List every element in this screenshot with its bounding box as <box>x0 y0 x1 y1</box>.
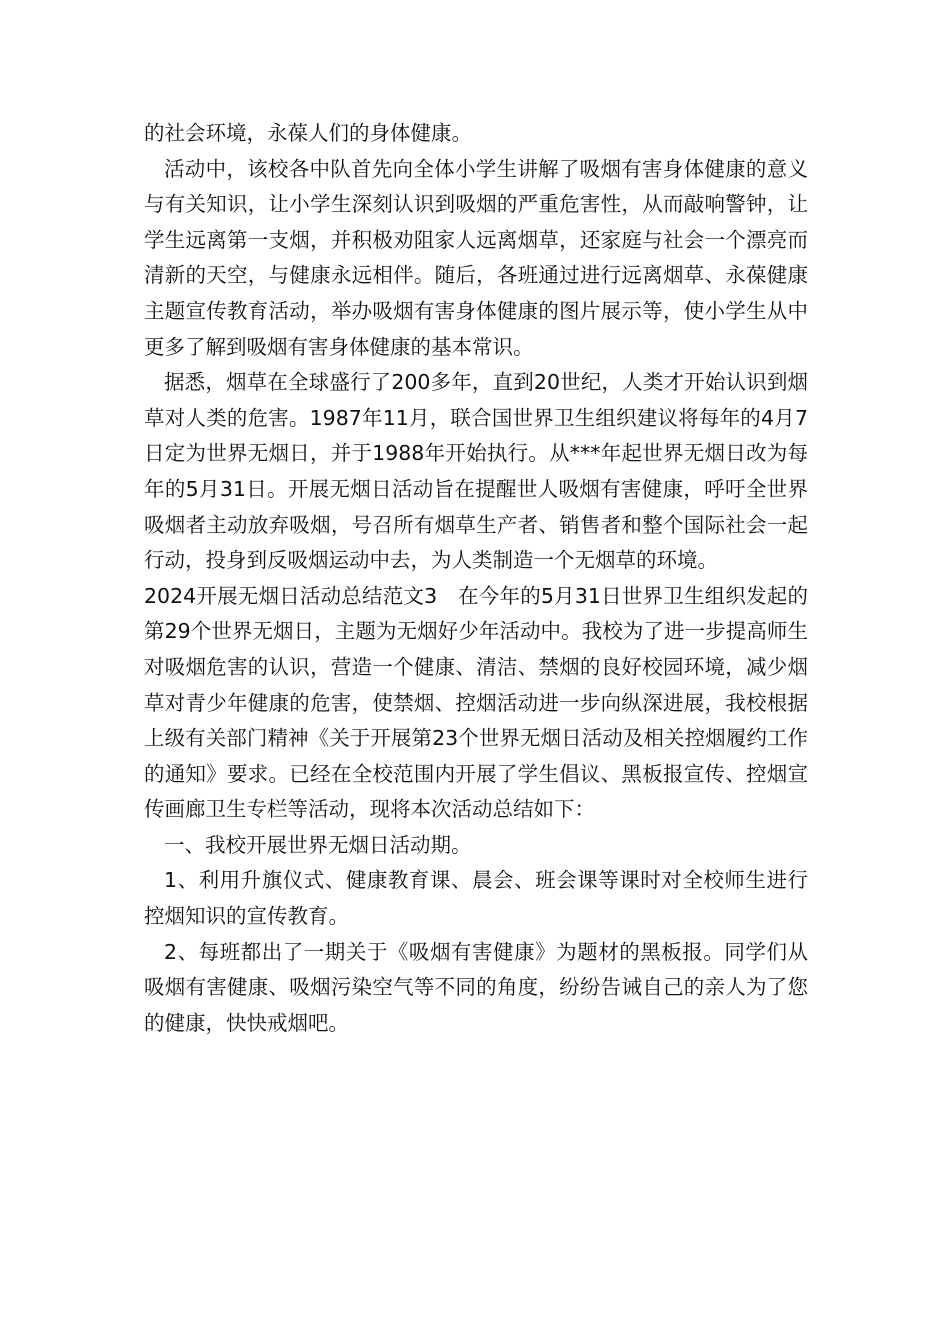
list-item-2: 2、每班都出了一期关于《吸烟有害健康》为题材的黑板报。同学们从吸烟有害健康、吸烟污染空气等不同的角度，纷纷告诫自己的亲人为了您的健康，快快戒烟吧。 <box>144 939 808 1035</box>
paragraph-history: 据悉，烟草在全球盛行了200多年，直到20世纪，人类才开始认识到烟草对人类的危害。1987年11月，联合国世界卫生组织建议将每年的4月7日定为世界无烟日，并于1988年开始执行。从***年起世界无烟日改为每年的5月31日。开展无烟日活动旨在提醒世人吸烟有害健康，呼吁全世界吸烟者主动放弃吸烟，号召所有烟草生产者、销售者和整个国际社会一起行动，投身到反吸烟运动中去，为人类制造一个无烟草的环境。 <box>144 370 808 573</box>
paragraph-summary-3: 2024开展无烟日活动总结范文3 在今年的5月31日世界卫生组织发起的第29个世界无烟日，主题为无烟好少年活动中。我校为了进一步提高师生对吸烟危害的认识，营造一个健康、清洁、禁烟的良好校园环境，减少烟草对青少年健康的危害，使禁烟、控烟活动进一步向纵深进展，我校根据上级有关部门精神《关于开展第23个世界无烟日活动及相关控烟履约工作的通知》要求。已经在全校范围内开展了学生倡议、黑板报宣传、控烟宣传画廊卫生专栏等活动，现将本次活动总结如下： <box>144 583 808 822</box>
paragraph-intro-tail: 的社会环境，永葆人们的身体健康。 <box>144 121 472 145</box>
paragraph-activity: 活动中，该校各中队首先向全体小学生讲解了吸烟有害身体健康的意义与有关知识，让小学生深刻认识到吸烟的严重危害性，从而敲响警钟，让学生远离第一支烟，并积极劝阻家人远离烟草，还家庭与社会一个漂亮而清新的天空，与健康永远相伴。随后，各班通过进行远离烟草、永葆健康主题宣传教育活动，举办吸烟有害身体健康的图片展示等，使小学生从中更多了解到吸烟有害身体健康的基本常识。 <box>144 156 808 359</box>
section-heading-1: 一、我校开展世界无烟日活动期。 <box>164 832 472 857</box>
list-item-1: 1、利用升旗仪式、健康教育课、晨会、班会课等课时对全校师生进行控烟知识的宣传教育。 <box>144 868 808 929</box>
document-body <box>144 116 808 1041</box>
